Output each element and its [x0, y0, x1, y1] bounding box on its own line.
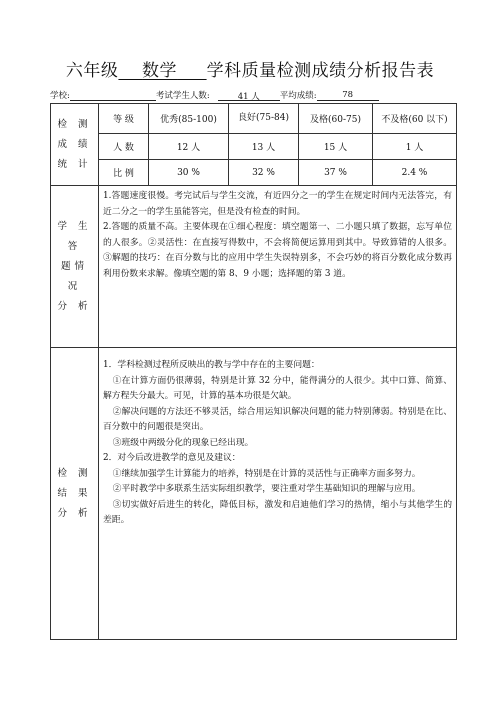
count-fail: 1 人: [373, 134, 457, 160]
results-paragraph: ③班级中两级分化的现象已经出现。: [112, 437, 254, 448]
school-label: 学校:: [50, 91, 70, 101]
results-paragraph: ①继续加强学生计算能力的培养，特别是在计算的灵活性与正确率方面多努力。: [112, 468, 421, 479]
title-subject-text: 数学: [142, 61, 178, 81]
header-good: 良好(75-84): [229, 104, 299, 134]
count-label: 考试学生人数:: [155, 91, 210, 101]
avg-label: 平均成绩:: [279, 91, 317, 101]
title-subject: [118, 61, 206, 81]
results-paragraph: ②解决问题的方法还不够灵活，综合用运知识解决问题的能力特别薄弱。特别是在比、百分数中的问题很是突出。: [103, 406, 452, 432]
stats-section-label: 检 测 成 绩 统 计: [51, 104, 99, 186]
results-paragraph: ①在计算方面仍很薄弱，特别是计算 32 分中，能得满分的人很少。其中口算、简算、解方程失分最大。可见，计算的基本功很是欠缺。: [103, 375, 452, 401]
results-analysis-text: [99, 348, 457, 640]
ratio-excellent: 30 %: [149, 160, 229, 186]
answers-paragraph: 2.答题的质量不高。主要体现在①细心程度：填空题第一、二小题只填了数据，忘写单位的人很多。②灵活性：在直接写得数中，不会将简便运算用到其中。导致算错的人很多。③解题的技巧：在百分数与比的应用中学生失误特别多，不会巧妙的将百分数化成分数再利用份数来求解。像填空题的第 8、9 小题；选择题的第 3 道。: [103, 222, 452, 279]
ratio-fail: 2.4 %: [373, 160, 457, 186]
count-label-cell: 人 数: [99, 134, 149, 160]
header-fail: 不及格(60 以下): [373, 104, 457, 134]
ratio-pass: 37 %: [299, 160, 373, 186]
count-excellent: 12 人: [149, 134, 229, 160]
avg-value: 78: [317, 90, 379, 101]
stats-header-row: [51, 104, 457, 134]
info-line: [50, 89, 460, 101]
title-rest: 学科质量检测成绩分析报告表: [206, 61, 435, 81]
answers-analysis-text: [99, 186, 457, 348]
count-value: 41 人: [218, 90, 280, 101]
answers-section-label: 学 生答 题情 况 分 析: [51, 186, 99, 348]
results-paragraph: 1．学科检测过程所反映出的教与学中存在的主要问题：: [103, 360, 320, 370]
results-paragraph: ②平时教学中多联系生活实际组织教学，要注重对学生基础知识的理解与应用。: [112, 484, 421, 494]
ratio-good: 32 %: [229, 160, 299, 186]
header-grade: 等 级: [99, 104, 149, 134]
count-good: 13 人: [229, 134, 299, 160]
ratio-label-cell: 比 例: [99, 160, 149, 186]
report-table: [50, 103, 457, 640]
answers-paragraph: 1.答题速度很慢。考完试后与学生交流，有近四分之一的学生在规定时间内无法答完，有近二分之一的学生虽能答完，但是没有检查的时间。: [103, 191, 452, 217]
school-value: [70, 90, 156, 101]
ratio-row: [51, 160, 457, 186]
count-pass: 15 人: [299, 134, 373, 160]
results-paragraph: 2．对今后改进教学的意见及建议：: [103, 453, 241, 463]
count-row: [51, 134, 457, 160]
results-row: [51, 348, 457, 640]
results-paragraph: ③切实做好后进生的转化，降低目标，激发和启迪他们学习的热情，缩小与其他学生的差距。: [103, 499, 452, 525]
title-grade: 六年级: [65, 61, 119, 81]
header-pass: 及格(60-75): [299, 104, 373, 134]
header-excellent: 优秀(85-100): [149, 104, 229, 134]
report-title: [0, 56, 500, 81]
answers-row: [51, 186, 457, 348]
results-section-label: 检 测 结 果 分 析: [51, 348, 99, 640]
